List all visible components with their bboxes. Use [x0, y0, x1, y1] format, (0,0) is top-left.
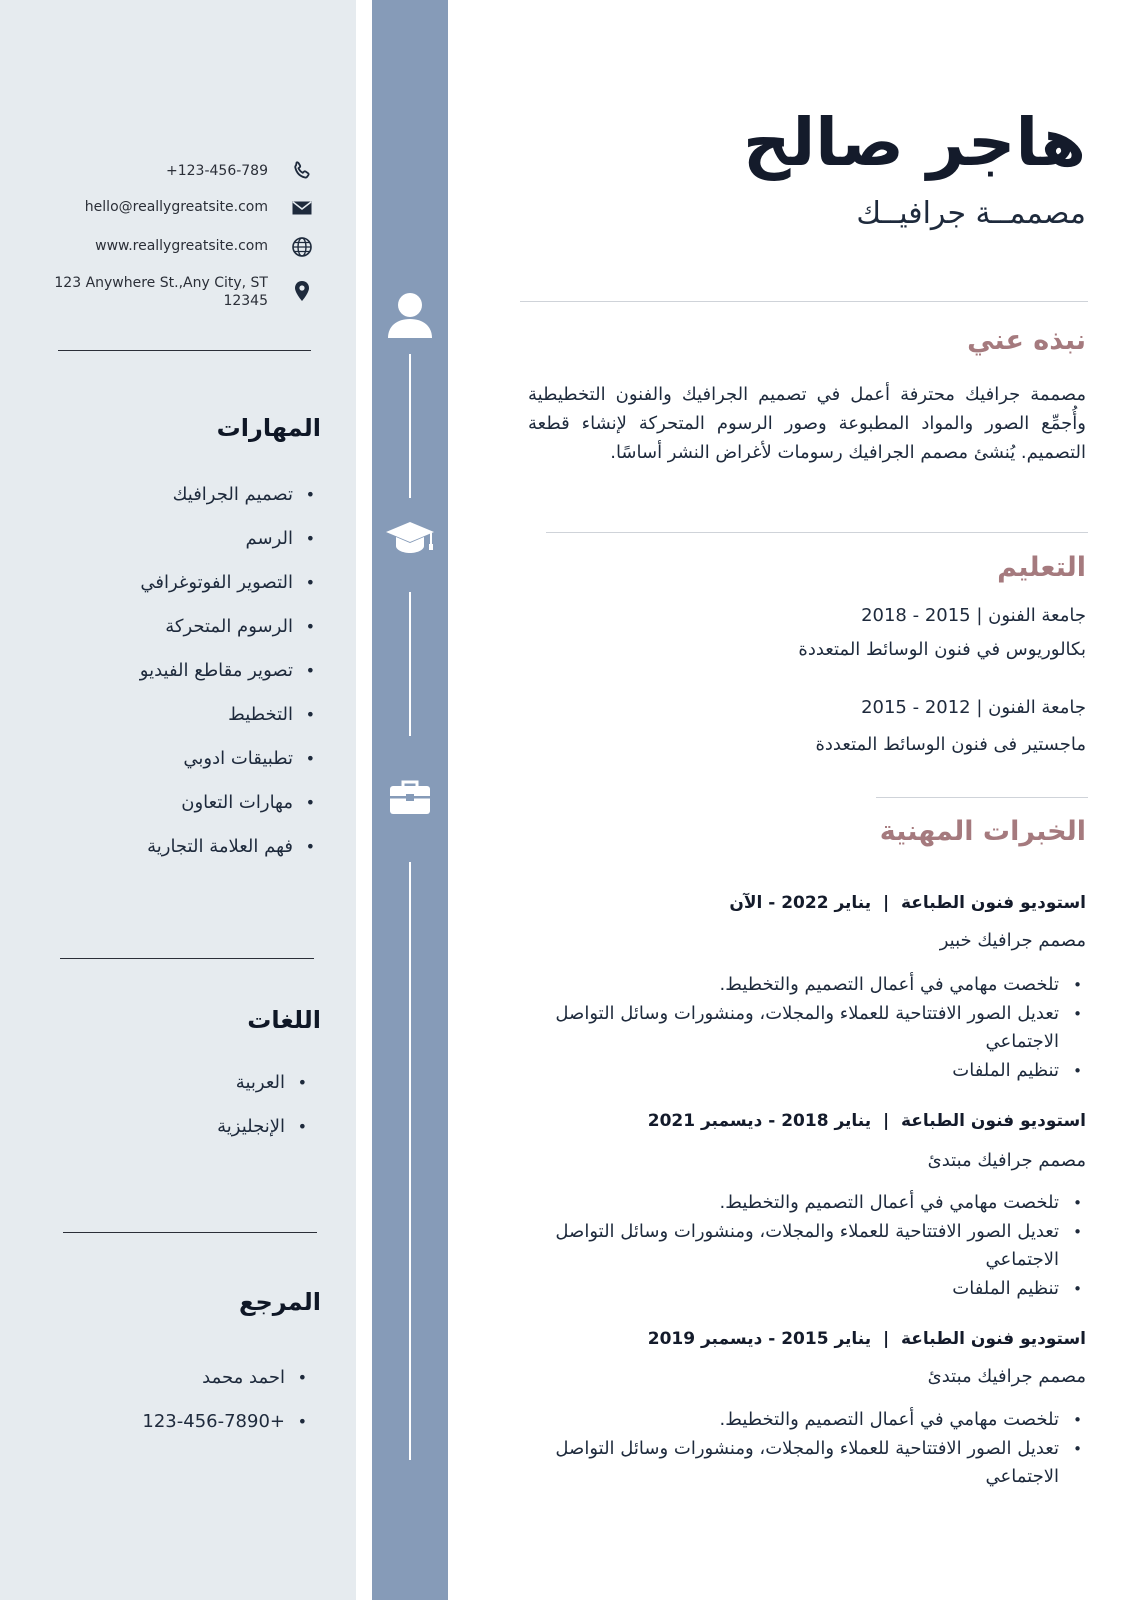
- list-item: 123-456-7890+ •: [142, 1410, 285, 1454]
- divider: [876, 797, 1088, 798]
- languages-title: اللغات: [247, 1006, 321, 1034]
- skills-title: المهارات: [216, 414, 321, 442]
- about-title: نبذه عني: [967, 325, 1086, 356]
- list-item: احمد محمد •: [142, 1366, 285, 1410]
- location-pin-icon: [290, 279, 314, 303]
- list-item: التخطيط •: [140, 703, 293, 747]
- contact-address: [54, 274, 268, 310]
- job-heading: استوديو فنون الطباعة | يناير 2018 - ديسمبر 2021: [647, 1111, 1086, 1131]
- reference-title: المرجع: [239, 1288, 321, 1316]
- list-item: الإنجليزية •: [217, 1115, 285, 1159]
- contact-email[interactable]: hello@reallygreatsite.com: [84, 199, 268, 215]
- list-item: فهم العلامة التجارية •: [140, 835, 293, 879]
- list-item: • تعديل الصور الافتتاحية للعملاء والمجلات، ومنشورات وسائل التواصل الاجتماعي: [546, 1435, 1086, 1492]
- list-item: • تلخصت مهامي في أعمال التصميم والتخطيط.: [546, 971, 1086, 1000]
- list-item: العربية •: [217, 1071, 285, 1115]
- briefcase-icon: [389, 778, 431, 816]
- list-item: تصوير مقاطع الفيديو •: [140, 659, 293, 703]
- graduation-cap-icon: [384, 520, 436, 556]
- timeline-line: [409, 354, 411, 498]
- timeline-strip: [372, 0, 448, 1600]
- experience-title: الخبرات المهنية: [879, 816, 1086, 847]
- candidate-name: هاجر صالح: [742, 104, 1086, 181]
- address-line-1: 123 Anywhere St.,Any City, ST: [54, 275, 268, 291]
- list-item: التصوير الفوتوغرافي •: [140, 571, 293, 615]
- job-bullets: [546, 1189, 1086, 1303]
- job-role: مصمم جرافيك خبير: [939, 930, 1086, 951]
- skills-list: [140, 483, 293, 879]
- contact-website[interactable]: www.reallygreatsite.com: [95, 238, 268, 254]
- list-item: • تعديل الصور الافتتاحية للعملاء والمجلات، ومنشورات وسائل التواصل الاجتماعي: [546, 1000, 1086, 1057]
- education-title: التعليم: [997, 552, 1086, 583]
- education-school: جامعة الفنون | 2012 - 2015: [861, 697, 1086, 718]
- globe-icon: [290, 235, 314, 259]
- contact-phone: +123-456-789: [166, 163, 268, 179]
- divider: [58, 350, 311, 351]
- divider: [520, 301, 1088, 302]
- address-line-2: 12345: [223, 293, 268, 309]
- phone-icon: [290, 159, 314, 183]
- list-item: • تنظيم الملفات: [546, 1057, 1086, 1086]
- about-text: مصممة جرافيك محترفة أعمل في تصميم الجرافيك والفنون التخطيطية وأُجمِّع الصور والمواد المطبوعة وصور الرسوم المتحركة لإنشاء قطعة التصميم. يُنشئ مصمم الجرافيك رسومات لأغراض النشر أساسًا.: [528, 384, 1086, 463]
- list-item: تصميم الجرافيك •: [140, 483, 293, 527]
- job-heading: استوديو فنون الطباعة | يناير 2022 - الآن: [729, 893, 1086, 913]
- job-role: مصمم جرافيك مبتدئ: [927, 1150, 1086, 1171]
- education-degree: ماجستير فى فنون الوسائط المتعددة: [815, 734, 1086, 755]
- job-bullets: [546, 1406, 1086, 1492]
- job-role: مصمم جرافيك مبتدئ: [927, 1366, 1086, 1387]
- divider: [63, 1232, 317, 1233]
- list-item: الرسم •: [140, 527, 293, 571]
- timeline-line: [409, 862, 411, 1460]
- list-item: • تعديل الصور الافتتاحية للعملاء والمجلات، ومنشورات وسائل التواصل الاجتماعي: [546, 1218, 1086, 1275]
- list-item: • تلخصت مهامي في أعمال التصميم والتخطيط.: [546, 1406, 1086, 1435]
- candidate-title: مصممــة جرافيــك: [856, 196, 1086, 231]
- list-item: الرسوم المتحركة •: [140, 615, 293, 659]
- education-school: جامعة الفنون | 2015 - 2018: [861, 605, 1086, 626]
- list-item: مهارات التعاون •: [140, 791, 293, 835]
- list-item: تطبيقات ادوبي •: [140, 747, 293, 791]
- divider: [60, 958, 314, 959]
- list-item: • تنظيم الملفات: [546, 1275, 1086, 1304]
- user-icon: [386, 290, 434, 340]
- education-degree: بكالوريوس في فنون الوسائط المتعددة: [798, 639, 1086, 660]
- envelope-icon: [290, 196, 314, 220]
- languages-list: [217, 1071, 285, 1159]
- job-bullets: [546, 971, 1086, 1085]
- list-item: • تلخصت مهامي في أعمال التصميم والتخطيط.: [546, 1189, 1086, 1218]
- reference-list: [142, 1366, 285, 1454]
- divider: [546, 532, 1088, 533]
- job-heading: استوديو فنون الطباعة | يناير 2015 - ديسمبر 2019: [647, 1329, 1086, 1349]
- timeline-line: [409, 592, 411, 736]
